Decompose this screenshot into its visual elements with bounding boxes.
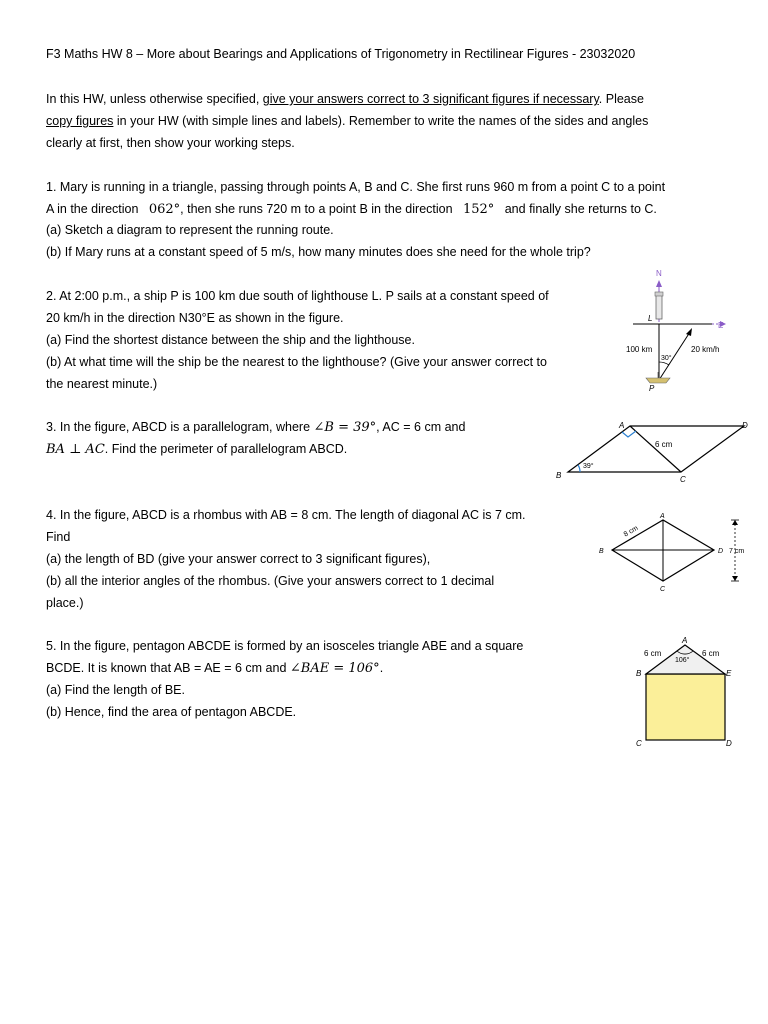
q5-label-e: E xyxy=(726,669,732,678)
page-title: F3 Maths HW 8 – More about Bearings and Applications of Trigonometry in Rectilinear Figures - 23032020 xyxy=(46,47,636,61)
q3-label-d: D xyxy=(742,421,748,430)
diagonal-ac xyxy=(630,426,681,472)
q2-label-l: L xyxy=(648,314,653,323)
q4-part-b-1: (b) all the interior angles of the rhombus. (Give your answers correct to 1 decimal xyxy=(46,574,495,588)
q5-angle-label: 106° xyxy=(675,657,690,664)
ship-icon xyxy=(646,378,670,383)
q3-label-c: C xyxy=(680,475,686,484)
q2-label-n: N xyxy=(656,269,662,278)
q2-speed-label: 20 km/h xyxy=(691,345,720,354)
q4-label-a: A xyxy=(660,513,665,520)
q2-line-1: 2. At 2:00 p.m., a ship P is 100 km due south of lighthouse L. P sails at a constant speed of xyxy=(46,289,549,303)
ship-course-arrow xyxy=(686,328,692,336)
q2-angle-label: 30° xyxy=(661,355,672,362)
lighthouse-top xyxy=(655,292,663,296)
q3-label-a: A xyxy=(619,421,625,430)
angle-arc xyxy=(659,362,669,365)
q2-line-2: 20 km/h in the direction N30°E as shown in the figure. xyxy=(46,311,344,325)
q4-figure xyxy=(596,510,754,595)
q3-line-1: 3. In the figure, ABCD is a parallelogram, where ∠B = 39°, AC = 6 cm and xyxy=(46,420,466,435)
square-bcde xyxy=(646,674,725,740)
q3-label-b: B xyxy=(556,471,562,480)
q2-figure xyxy=(600,262,750,402)
q4-ac-label: 7 cm xyxy=(729,548,745,555)
q1-part-b: (b) If Mary runs at a constant speed of 5 m/s, how many minutes does she need for the whole trip? xyxy=(46,245,591,259)
q3-figure xyxy=(550,412,760,487)
q4-label-c: C xyxy=(660,586,666,593)
q3-ac-label: 6 cm xyxy=(655,440,673,449)
q3-line-2: BA ⊥ AC. Find the perimeter of parallelogram ABCD. xyxy=(46,442,348,457)
q5-line-2: BCDE. It is known that AB = AE = 6 cm and ∠BAE = 106°. xyxy=(46,661,384,676)
q1-bearing-2: 152° xyxy=(462,202,495,217)
north-arrow-head xyxy=(656,280,662,287)
q5-line-1: 5. In the figure, pentagon ABCDE is formed by an isosceles triangle ABE and a square xyxy=(46,639,524,653)
q1-line-1: 1. Mary is running in a triangle, passing through points A, B and C. She first runs 960 m from a point C to a point xyxy=(46,180,666,194)
q5-figure xyxy=(630,632,750,752)
q2-label-p: P xyxy=(649,384,655,393)
q2-dist-label: 100 km xyxy=(626,345,653,354)
q4-label-d: D xyxy=(718,548,724,555)
q3-perp: BA ⊥ AC xyxy=(46,442,105,457)
q1-bearing-1: 062° xyxy=(148,202,181,217)
q5-label-a: A xyxy=(682,636,688,645)
q4-label-b: B xyxy=(599,548,604,555)
q5-angle: ∠BAE = 106° xyxy=(289,661,380,676)
q4-line-1: 4. In the figure, ABCD is a rhombus with AB = 8 cm. The length of diagonal AC is 7 cm. xyxy=(46,508,526,522)
ac-dim-arrow-down xyxy=(732,576,738,581)
ac-dim-arrow-up xyxy=(732,520,738,525)
intro-copy-figures: copy figures xyxy=(46,114,114,128)
q3-angle-label: 39° xyxy=(583,463,594,470)
q4-line-2: Find xyxy=(46,530,71,544)
intro-line-1: In this HW, unless otherwise specified, give your answers correct to 3 significant figures if necessary. Please xyxy=(46,92,644,106)
q3-angle-b: ∠B = 39° xyxy=(313,420,377,435)
q2-part-a: (a) Find the shortest distance between the ship and the lighthouse. xyxy=(46,333,415,347)
q4-part-b-2: place.) xyxy=(46,596,84,610)
q2-part-b-2: the nearest minute.) xyxy=(46,377,158,391)
q5-part-a: (a) Find the length of BE. xyxy=(46,683,185,697)
q5-ae-label: 6 cm xyxy=(702,649,720,658)
intro-line-3: clearly at first, then show your working steps. xyxy=(46,136,295,150)
intro-line-2: copy figures in your HW (with simple lines and labels). Remember to write the names of the sides and angles xyxy=(46,114,649,128)
angle-b-arc xyxy=(578,465,580,472)
q5-label-b: B xyxy=(636,669,642,678)
lighthouse-icon xyxy=(656,295,662,319)
q5-part-b: (b) Hence, find the area of pentagon ABCDE. xyxy=(46,705,297,719)
q1-part-a: (a) Sketch a diagram to represent the running route. xyxy=(46,223,334,237)
q2-label-e: E xyxy=(718,321,724,330)
q5-label-d: D xyxy=(726,739,732,748)
q5-ab-label: 6 cm xyxy=(644,649,662,658)
q4-ab-label: 8 cm xyxy=(622,524,640,539)
q5-label-c: C xyxy=(636,739,642,748)
q4-part-a: (a) the length of BD (give your answer correct to 3 significant figures), xyxy=(46,552,431,566)
q1-line-2: A in the direction 062°, then she runs 720 m to a point B in the direction 152° and finally she returns to C. xyxy=(46,202,657,217)
right-angle-mark xyxy=(622,431,636,437)
q2-part-b-1: (b) At what time will the ship be the nearest to the lighthouse? (Give your answer correct to xyxy=(46,355,547,369)
intro-emphasis: give your answers correct to 3 significant figures if necessary xyxy=(262,92,599,106)
